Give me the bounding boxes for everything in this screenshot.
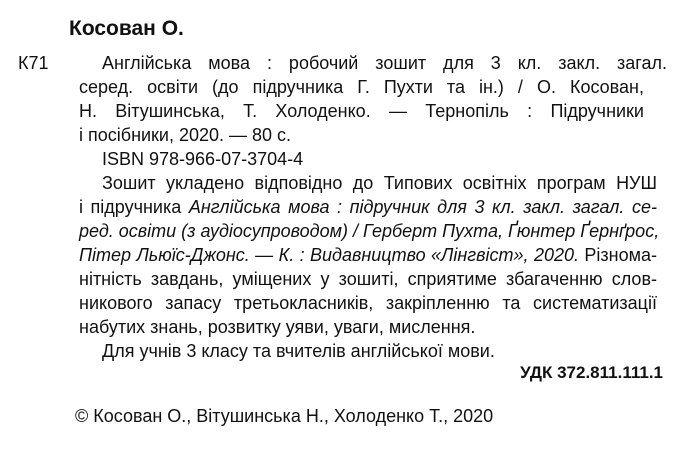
annotation-text: Різнома- <box>579 245 657 265</box>
udk-code: УДК 372.811.111.1 <box>520 363 663 382</box>
classification-code: К71 <box>18 53 49 73</box>
annotation-text: і підручника <box>79 197 189 217</box>
copyright-notice: © Косован О., Вітушинська Н., Холоденко Т., 2020 <box>75 406 494 426</box>
annotation-line-7: набутих знань, розвитку уяви, уваги, мислення. <box>79 317 476 337</box>
annotation-line-1: Зошит укладено відповідно до Типових освітніх програм НУШ <box>102 173 657 193</box>
audience-note: Для учнів 3 класу та вчителів англійської мови. <box>102 341 495 361</box>
biblio-line-1: Англійська мова : робочий зошит для 3 кл. закл. загал. <box>102 53 667 73</box>
author-heading: Косован О. <box>69 17 184 40</box>
annotation-line-2 <box>79 196 657 218</box>
annotation-line-4 <box>79 244 657 266</box>
biblio-line-2: серед. освіти (до підручника Г. Пухти та ін.) / О. Косован, <box>79 77 644 97</box>
annotation-line-3: ред. освіти (з аудіосупроводом) / Герберт Пухта, Ґюнтер Ґернґрос, <box>79 221 660 241</box>
biblio-line-3: Н. Вітушинська, Т. Холоденко. — Тернопіль : Підручники <box>79 101 644 121</box>
annotation-line-5: нітність завдань, уміщених у зошиті, сприятиме збагаченню слов- <box>79 269 657 289</box>
biblio-line-4: і посібники, 2020. — 80 с. <box>79 125 292 145</box>
annotation-line-6: никового запасу третьокласників, закріпленню та систематизації <box>79 293 657 313</box>
isbn: ISBN 978-966-07-3704-4 <box>102 149 304 169</box>
annotation-textbook-publisher: Пітер Льюїс-Джонс. — К. : Видавництво «Лінгвіст», 2020. <box>79 245 579 265</box>
annotation-textbook-title: Англійська мова : підручник для 3 кл. закл. загал. се- <box>188 197 657 217</box>
